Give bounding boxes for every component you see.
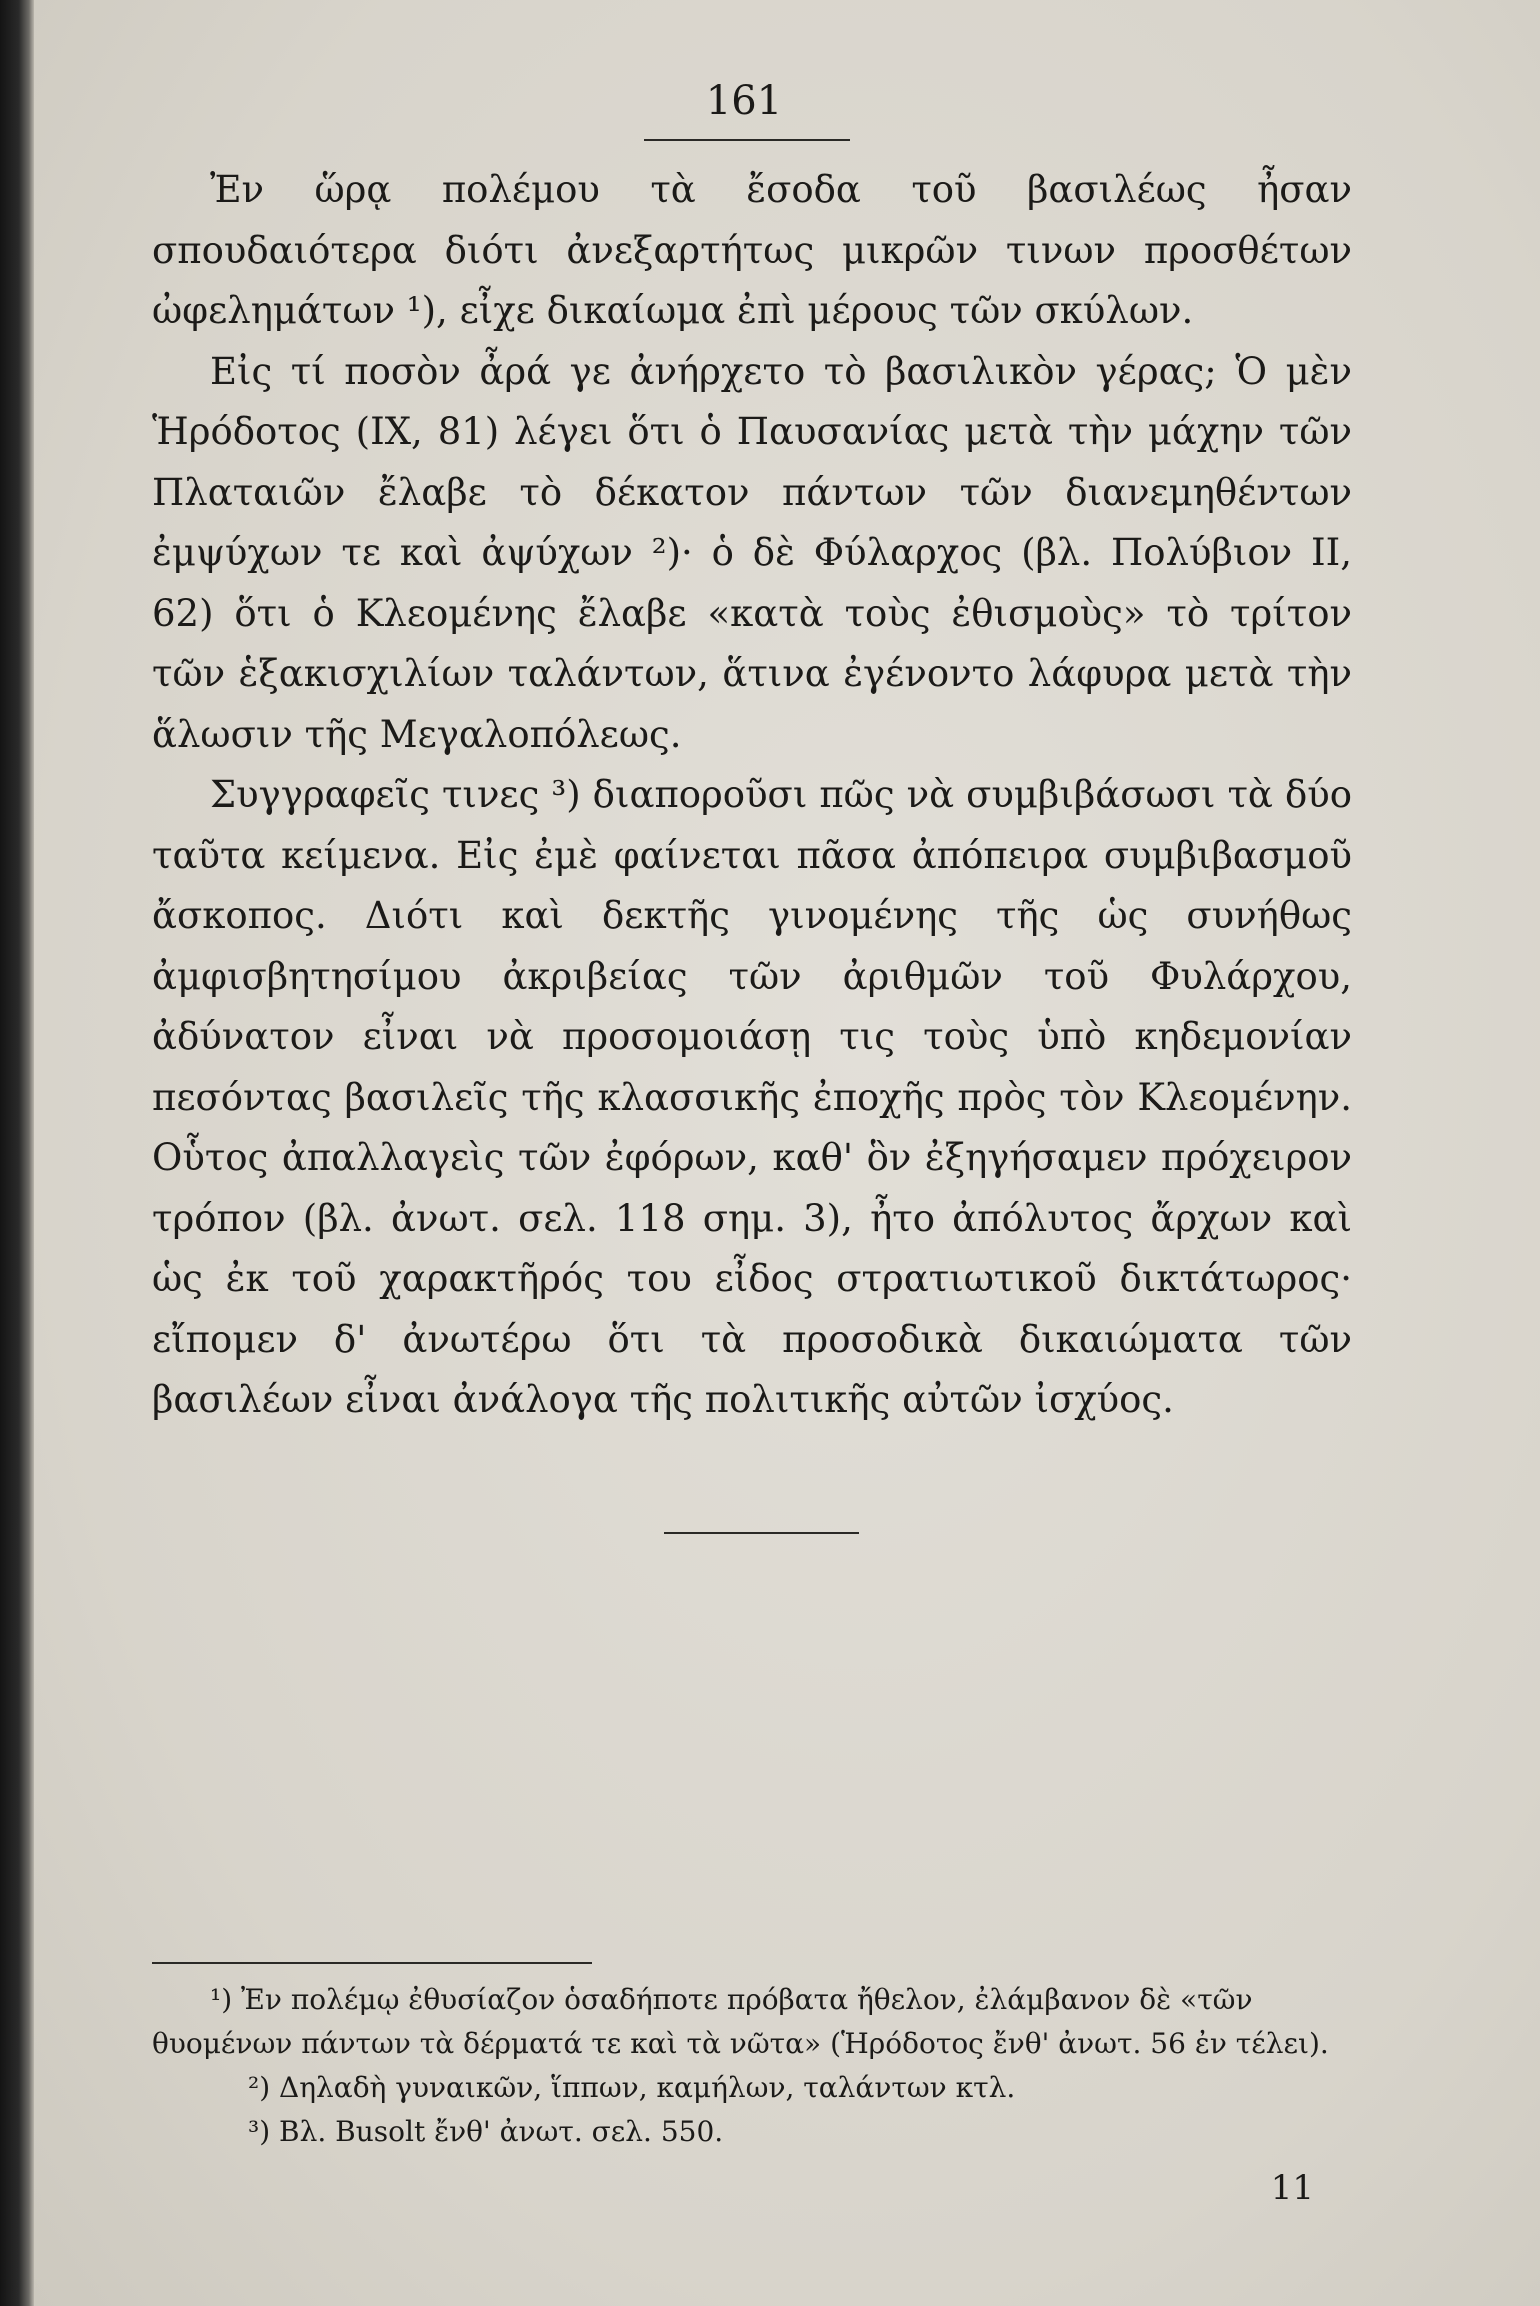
section-end-rule (664, 1532, 859, 1534)
paragraph-3: Συγγραφεῖς τινες ³) διαποροῦσι πῶς νὰ συμβιβάσωσι τὰ δύο ταῦτα κείμενα. Εἰς ἐμὲ φαίνεται πᾶσα ἀπόπειρα συμβιβασμοῦ ἄσκοπος. Διότι καὶ δεκτῆς γινομένης τῆς ὡς συνήθως ἀμφισβητησίμου ἀκριβείας τῶν ἀριθμῶν τοῦ Φυλάρχου, ἀδύνατον εἶναι νὰ προσομοιάσῃ τις τοὺς ὑπὸ κηδεμονίαν πεσόντας βασιλεῖς τῆς κλασσικῆς ἐποχῆς πρὸς τὸν Κλεομένην. Οὗτος ἀπαλλαγεὶς τῶν ἐφόρων, καθ' ὃν ἐξηγήσαμεν πρόχειρον τρόπον (βλ. ἀνωτ. σελ. 118 σημ. 3), ἦτο ἀπόλυτος ἄρχων καὶ ὡς ἐκ τοῦ χαρακτῆρός του εἶδος στρατιωτικοῦ δικτάτωρος· εἴπομεν δ' ἀνωτέρω ὅτι τὰ προσοδικὰ δικαιώματα τῶν βασιλέων εἶναι ἀνάλογα τῆς πολιτικῆς αὐτῶν ἰσχύος. (152, 773, 1352, 1421)
signature-mark: 11 (1270, 2168, 1314, 2208)
header-rule (644, 139, 850, 141)
paragraph-2: Εἰς τί ποσὸν ἆρά γε ἀνήρχετο τὸ βασιλικὸν γέρας; Ὁ μὲν Ἡρόδοτος (IX, 81) λέγει ὅτι ὁ Παυσανίας μετὰ τὴν μάχην τῶν Πλαταιῶν ἔλαβε τὸ δέκατον πάντων τῶν διανεμηθέντων ἐμψύχων τε καὶ ἀψύχων ²)· ὁ δὲ Φύλαρχος (βλ. Πολύβιον II, 62) ὅτι ὁ Κλεομένης ἔλαβε «κατὰ τοὺς ἐθισμοὺς» τὸ τρίτον τῶν ἑξακισχιλίων ταλάντων, ἅτινα ἐγένοντο λάφυρα μετὰ τὴν ἅλωσιν τῆς Μεγαλοπόλεως. (152, 349, 1352, 756)
book-page (34, 0, 1540, 2306)
footnotes (152, 1978, 1352, 2154)
main-text (152, 160, 1352, 1431)
book-binding-edge (0, 0, 34, 2306)
page-number: 161 (705, 78, 783, 124)
footnote-1: ¹) Ἐν πολέμῳ ἐθυσίαζον ὁσαδήποτε πρόβατα ἤθελον, ἐλάμβανον δὲ «τῶν θυομένων πάντων τὰ δέρματά τε καὶ τὰ νῶτα» (Ἡρόδοτος ἔνθ' ἀνωτ. 56 ἐν τέλει). (152, 1983, 1329, 2060)
footnote-3: ³) Βλ. Busolt ἔνθ' ἀνωτ. σελ. 550. (248, 2115, 724, 2148)
footnote-2: ²) Δηλαδὴ γυναικῶν, ἵππων, καμήλων, ταλάντων κτλ. (248, 2071, 1016, 2104)
paragraph-1: Ἐν ὥρᾳ πολέμου τὰ ἔσοδα τοῦ βασιλέως ἦσαν σπουδαιότερα διότι ἀνεξαρτήτως μικρῶν τινων προσθέτων ὠφελημάτων ¹), εἶχε δικαίωμα ἐπὶ μέρους τῶν σκύλων. (152, 168, 1352, 332)
footnote-separator (152, 1962, 592, 1964)
